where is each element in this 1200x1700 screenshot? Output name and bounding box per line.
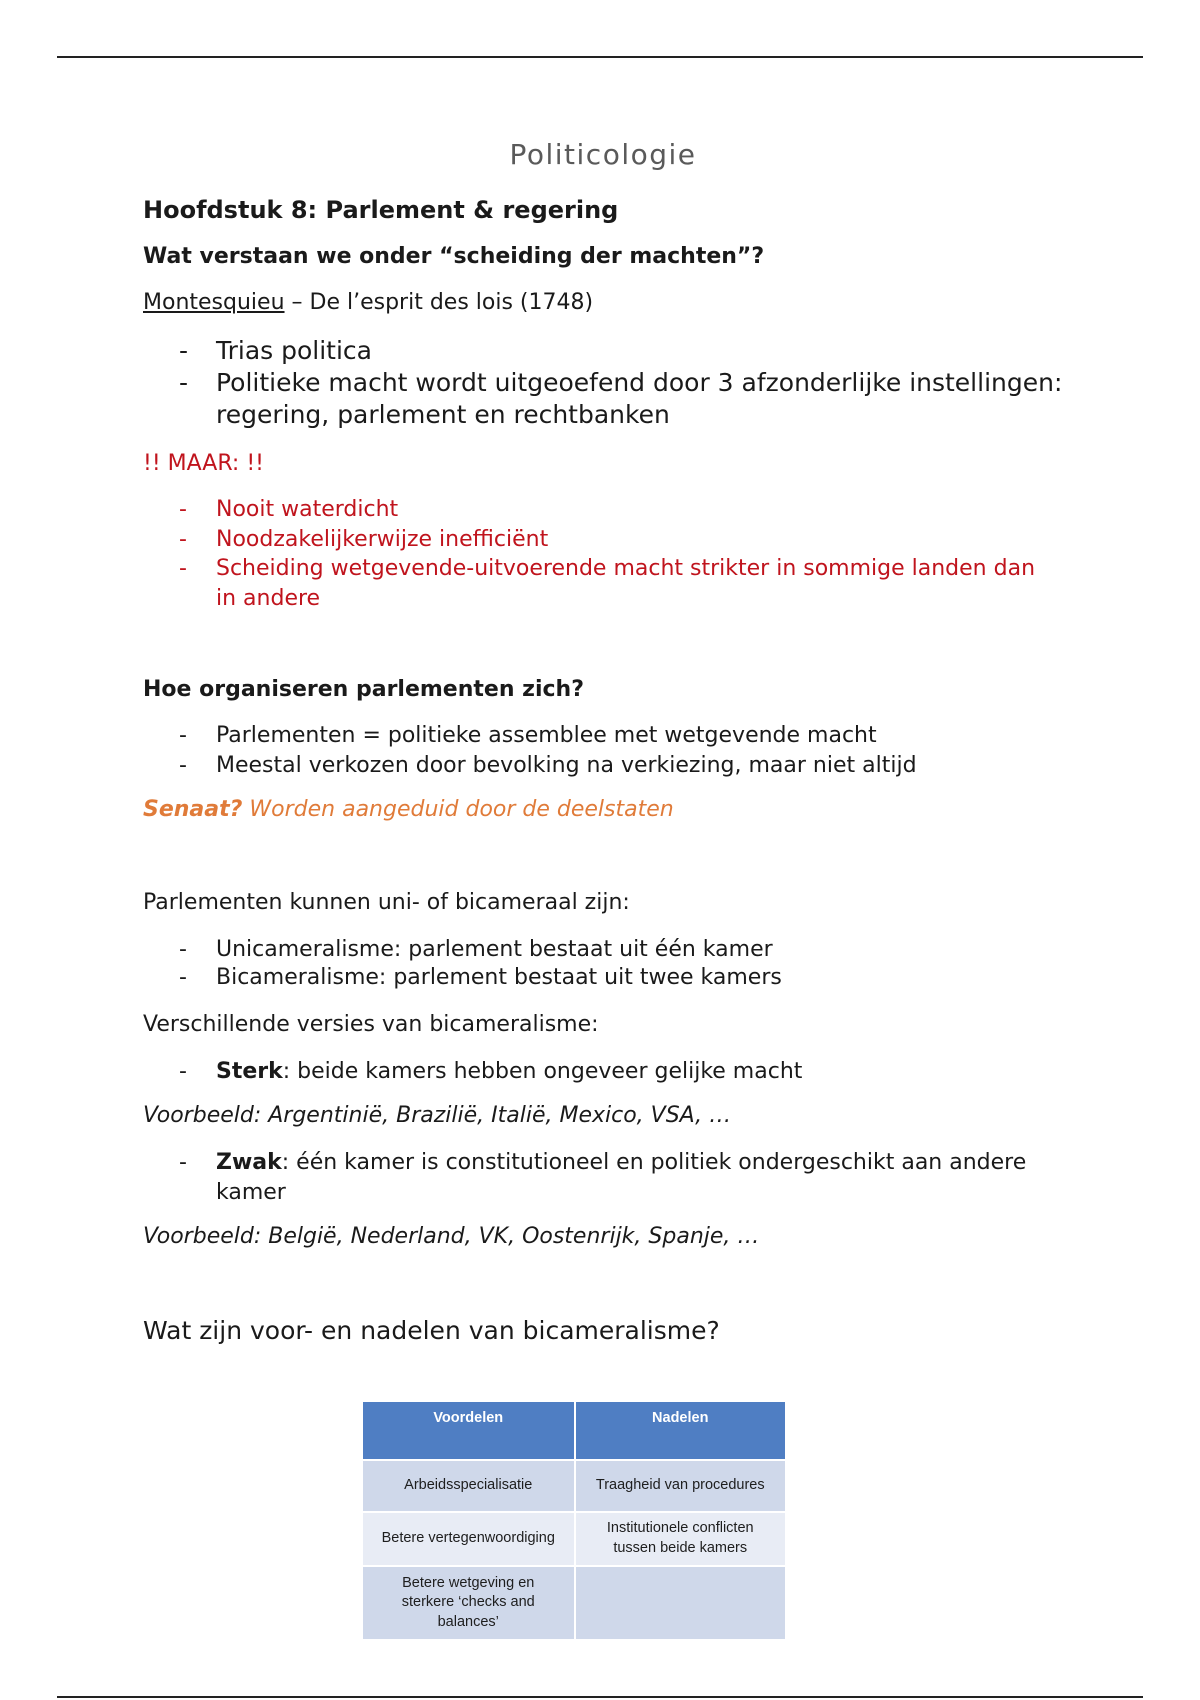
- list-item-continuation: regering, parlement en rechtbanken: [216, 400, 670, 429]
- table-row: [363, 1566, 786, 1639]
- table-header-cons: Nadelen: [575, 1402, 787, 1460]
- table-cell: Betere vertegenwoordiging: [363, 1512, 575, 1566]
- author-name: Montesquieu: [143, 290, 285, 315]
- warning-list-item: - Nooit waterdicht: [179, 497, 399, 522]
- bullet-dash: -: [179, 368, 189, 397]
- table-cell: Betere wetgeving en sterkere ‘checks and balances’: [363, 1566, 575, 1639]
- senate-note-text: Worden aangeduid door de deelstaten: [242, 797, 674, 822]
- table-header-pros: Voordelen: [363, 1402, 575, 1460]
- chapter-heading: Hoofdstuk 8: Parlement & regering: [143, 196, 619, 224]
- section-heading-separation-of-powers: Wat verstaan we onder “scheiding der machten”?: [143, 244, 765, 269]
- bullet-dash: -: [179, 527, 187, 552]
- pros-cons-question: Wat zijn voor- en nadelen van bicameralisme?: [143, 1316, 720, 1345]
- bullet-dash: -: [179, 937, 187, 962]
- bottom-rule: [57, 1696, 1143, 1698]
- weak-example: Voorbeeld: België, Nederland, VK, Oostenrijk, Spanje, …: [143, 1224, 760, 1249]
- bullet-dash: -: [179, 1150, 187, 1175]
- bullet-dash: -: [179, 753, 187, 778]
- section-heading-parliaments: Hoe organiseren parlementen zich?: [143, 677, 584, 702]
- document-title: Politicologie: [509, 138, 697, 171]
- table-row: [363, 1460, 786, 1512]
- source-line: [143, 290, 593, 315]
- source-title: – De l’esprit des lois (1748): [284, 290, 594, 315]
- bullet-dash: -: [179, 965, 187, 990]
- table-cell: Institutionele conflicten tussen beide kamers: [575, 1512, 787, 1566]
- list-item: - Unicameralisme: parlement bestaat uit één kamer: [179, 937, 773, 962]
- warning-list-item: - Scheiding wetgevende-uitvoerende macht strikter in sommige landen dan: [179, 556, 1036, 581]
- senate-note-label: Senaat?: [143, 797, 243, 822]
- list-item-weak: - Zwak: één kamer is constitutioneel en politiek ondergeschikt aan andere: [179, 1150, 1027, 1175]
- list-item: - Politieke macht wordt uitgeoefend door 3 afzonderlijke instellingen:: [179, 368, 1063, 397]
- versions-intro: Verschillende versies van bicameralisme:: [143, 1012, 599, 1037]
- bullet-dash: -: [179, 1059, 187, 1084]
- list-item-weak-continuation: kamer: [216, 1180, 286, 1205]
- bullet-dash: -: [179, 723, 187, 748]
- bullet-dash: -: [179, 497, 187, 522]
- table-cell: Traagheid van procedures: [575, 1460, 787, 1512]
- bullet-dash: -: [179, 336, 189, 365]
- bullet-dash: -: [179, 556, 187, 581]
- list-item: - Meestal verkozen door bevolking na verkiezing, maar niet altijd: [179, 753, 917, 778]
- warning-list-item-continuation: in andere: [216, 586, 321, 611]
- list-item: - Trias politica: [179, 336, 372, 365]
- warning-list-item: - Noodzakelijkerwijze inefficiënt: [179, 527, 549, 552]
- pros-cons-table: [363, 1402, 787, 1639]
- list-item: - Parlementen = politieke assemblee met wetgevende macht: [179, 723, 877, 748]
- senate-note: [143, 797, 674, 822]
- table-cell: Arbeidsspecialisatie: [363, 1460, 575, 1512]
- table-row: [363, 1512, 786, 1566]
- list-item: - Bicameralisme: parlement bestaat uit twee kamers: [179, 965, 782, 990]
- table-cell: [575, 1566, 787, 1639]
- list-item-strong: - Sterk: beide kamers hebben ongeveer gelijke macht: [179, 1059, 803, 1084]
- bicameral-intro: Parlementen kunnen uni- of bicameraal zijn:: [143, 890, 630, 915]
- table-header-row: [363, 1402, 786, 1460]
- strong-example: Voorbeeld: Argentinië, Brazilië, Italië, Mexico, VSA, …: [143, 1103, 732, 1128]
- warning-label: !! MAAR: !!: [143, 451, 264, 476]
- top-rule: [57, 56, 1143, 58]
